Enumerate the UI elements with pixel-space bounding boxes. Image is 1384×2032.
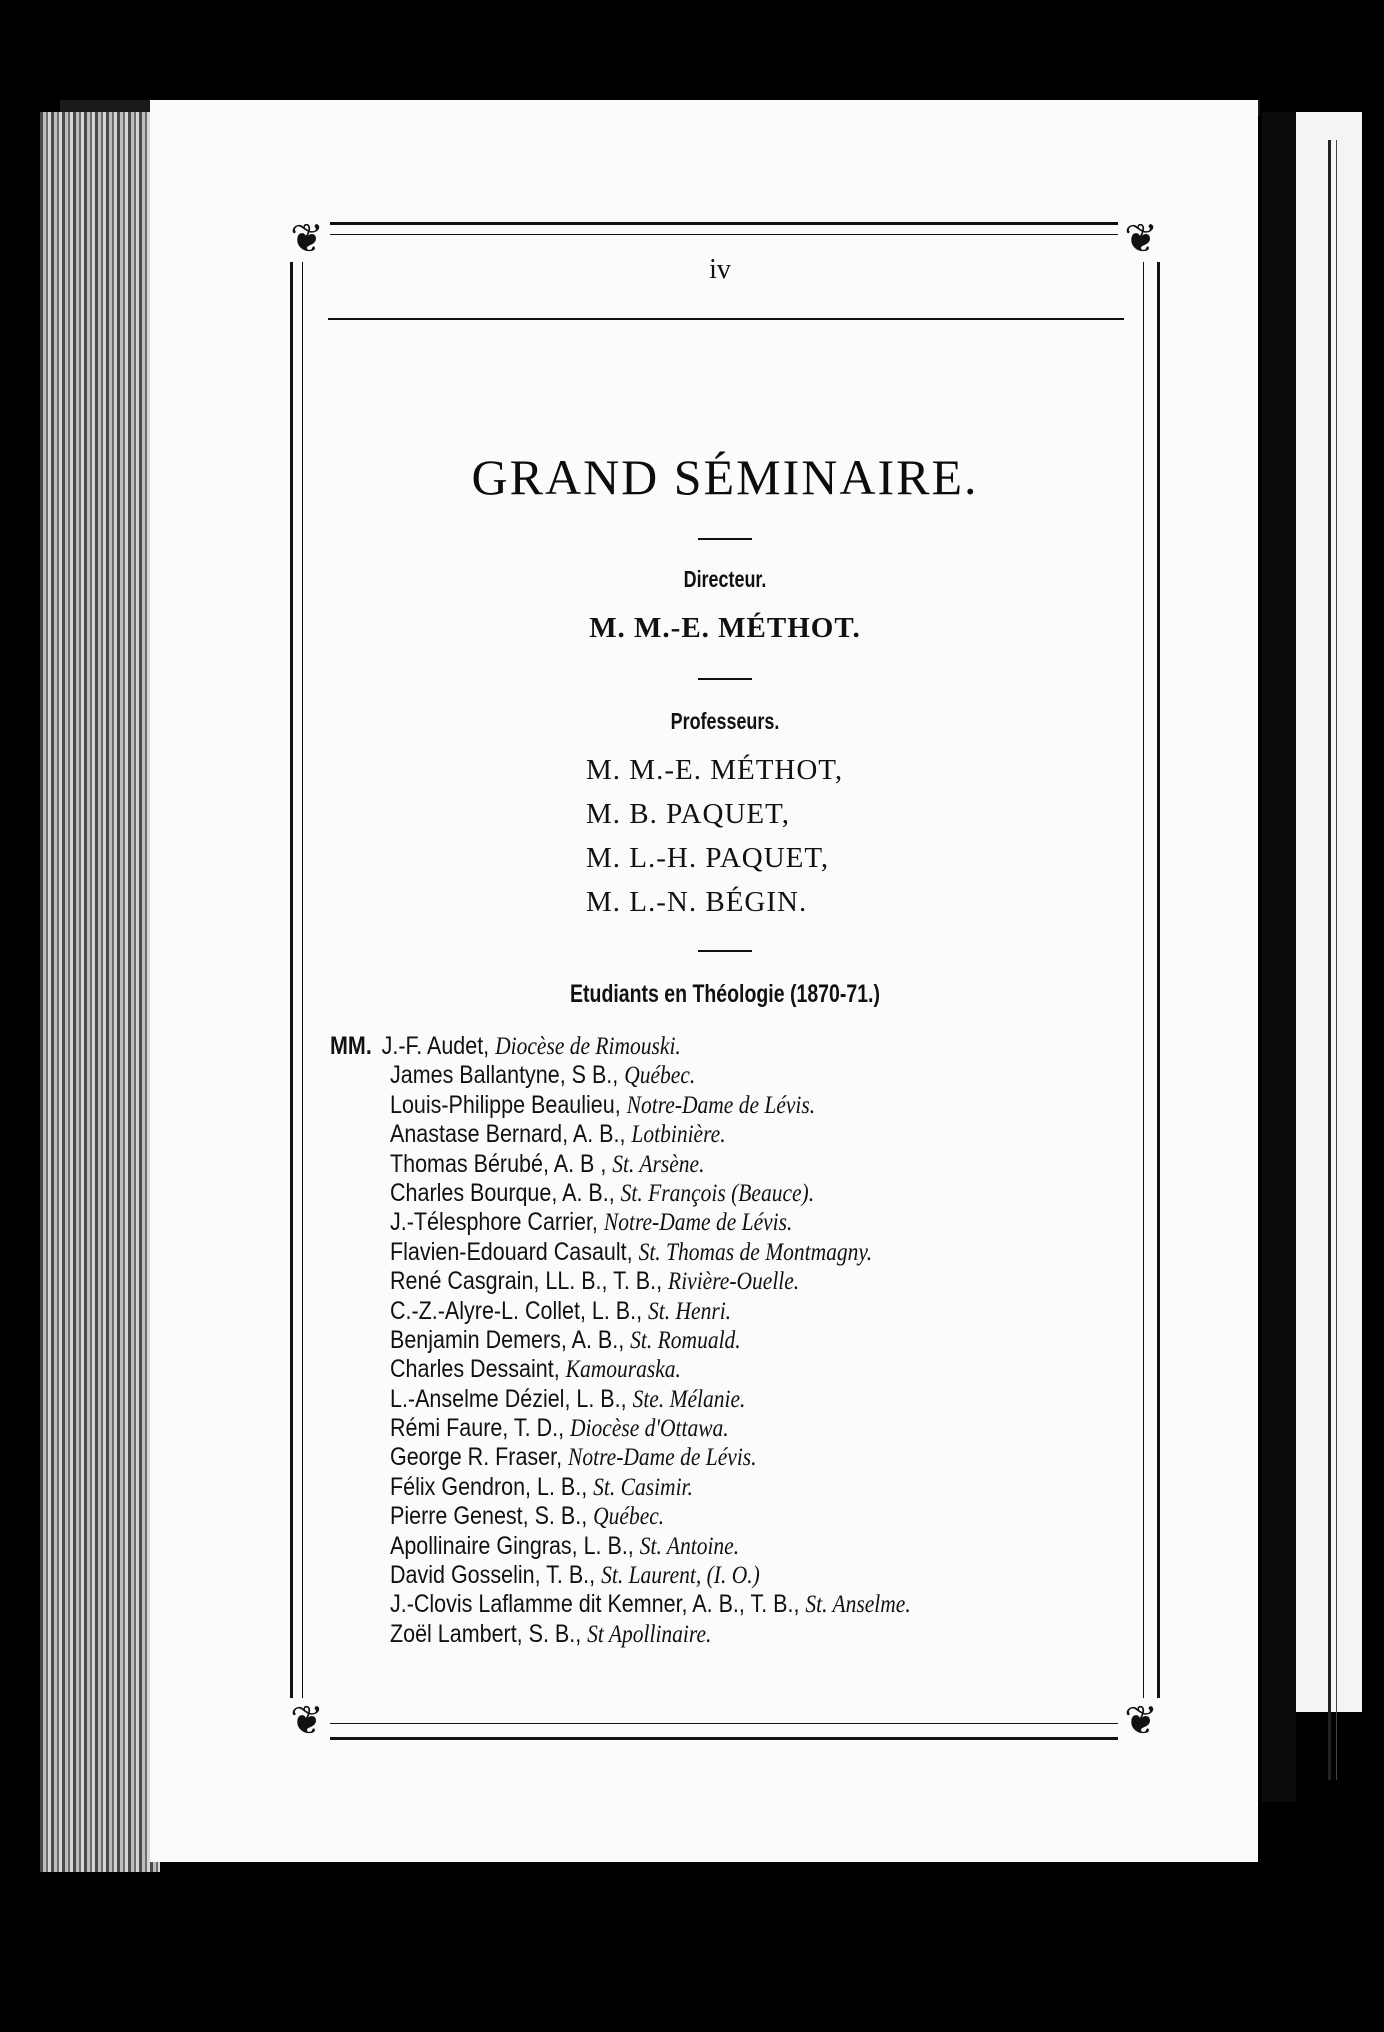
student-name: Apollinaire Gingras, L. B.,: [390, 1531, 640, 1560]
student-name: Anastase Bernard, A. B.,: [390, 1120, 632, 1149]
student-list: [330, 1032, 1130, 1649]
divider: [698, 538, 752, 540]
student-place: St. Henri.: [648, 1297, 732, 1325]
student-place: Lotbinière.: [631, 1121, 726, 1149]
student-place: St. Laurent, (I. O.): [601, 1562, 760, 1590]
divider: [698, 678, 752, 680]
student-place: St. Antoine.: [639, 1532, 740, 1560]
student-entry: [390, 1590, 1026, 1619]
student-name: David Gosselin, T. B.,: [390, 1561, 602, 1590]
facing-page-frame-inner: [1336, 140, 1337, 1780]
student-entry: [390, 1385, 1026, 1414]
student-name: Flavien-Edouard Casault,: [390, 1237, 639, 1266]
student-entry: [390, 1473, 1026, 1502]
student-name: C.-Z.-Alyre-L. Collet, L. B.,: [390, 1296, 649, 1325]
student-entry: [390, 1414, 1026, 1443]
professor-name: M. B. PAQUET,: [586, 798, 790, 830]
student-place: Kamouraska.: [565, 1356, 681, 1384]
page-title: GRAND SÉMINAIRE.: [471, 449, 979, 505]
book-page-edges: [40, 112, 160, 1872]
corner-ornament-icon: ❦: [284, 216, 330, 262]
student-place: St. Arsène.: [612, 1150, 705, 1178]
student-place: Notre-Dame de Lévis.: [626, 1091, 816, 1119]
director-name: M. M.-E. MÉTHOT.: [589, 612, 861, 644]
student-place: St. Anselme.: [805, 1591, 911, 1619]
page-number: iv: [709, 254, 731, 285]
student-entry: [390, 1267, 1026, 1296]
student-name: George R. Fraser,: [390, 1443, 569, 1472]
professors-label: Professeurs.: [670, 708, 780, 734]
student-entry: [390, 1502, 1026, 1531]
student-place: Diocèse d'Ottawa.: [570, 1415, 729, 1443]
students-label: Etudiants en Théologie (1870-71.): [570, 980, 880, 1008]
student-name: Rémi Faure, T. D.,: [390, 1414, 571, 1443]
student-entry: [390, 1061, 1026, 1090]
corner-ornament-icon: ❦: [1118, 216, 1164, 262]
student-name: René Casgrain, LL. B., T. B.,: [390, 1267, 669, 1296]
student-name: Louis-Philippe Beaulieu,: [390, 1090, 627, 1119]
student-entry: [390, 1120, 1026, 1149]
student-place: Diocèse de Rimouski.: [495, 1033, 681, 1060]
student-place: Québec.: [624, 1062, 696, 1090]
student-place: St. Romuald.: [630, 1326, 741, 1354]
student-place: St Apollinaire.: [587, 1620, 712, 1648]
student-place: Rivière-Ouelle.: [668, 1268, 800, 1296]
corner-ornament-icon: ❦: [1118, 1698, 1164, 1744]
student-entry: [390, 1179, 1026, 1208]
header-rule: [328, 318, 1124, 320]
student-name: Félix Gendron, L. B.,: [390, 1472, 594, 1501]
student-entry: [390, 1355, 1026, 1384]
professor-name: M. M.-E. MÉTHOT,: [586, 754, 844, 786]
student-place: Québec.: [593, 1503, 665, 1531]
divider: [698, 950, 752, 952]
student-name: Zoël Lambert, S. B.,: [390, 1619, 588, 1648]
student-entry: [390, 1297, 1026, 1326]
student-name: Thomas Bérubé, A. B ,: [390, 1149, 613, 1178]
student-entry: [390, 1561, 1026, 1590]
professor-name: M. L.-N. BÉGIN.: [586, 886, 808, 918]
student-entry: [390, 1620, 1026, 1649]
student-place: St. François (Beauce).: [620, 1179, 815, 1207]
student-name: J.-Clovis Laflamme dit Kemner, A. B., T. B.,: [390, 1590, 806, 1619]
student-place: St. Thomas de Montmagny.: [638, 1238, 873, 1266]
student-name: L.-Anselme Déziel, L. B.,: [390, 1384, 633, 1413]
students-prefix: MM.: [330, 1032, 372, 1060]
student-entry: [390, 1208, 1026, 1237]
student-entry: [390, 1532, 1026, 1561]
student-name: Charles Dessaint,: [390, 1355, 566, 1384]
student-name: J.-F. Audet,: [381, 1032, 496, 1060]
director-label: Directeur.: [683, 566, 767, 592]
student-name: James Ballantyne, S B.,: [390, 1061, 625, 1090]
student-entry: [390, 1150, 1026, 1179]
professor-name: M. L.-H. PAQUET,: [586, 842, 830, 874]
student-place: Notre-Dame de Lévis.: [603, 1209, 793, 1237]
student-place: Ste. Mélanie.: [632, 1385, 746, 1413]
facing-page-frame: [1328, 140, 1331, 1780]
student-name: Benjamin Demers, A. B.,: [390, 1325, 631, 1354]
student-name: Pierre Genest, S. B.,: [390, 1502, 594, 1531]
student-entry: [390, 1326, 1026, 1355]
student-entry: [390, 1238, 1026, 1267]
student-entry: [390, 1443, 1026, 1472]
student-place: St. Casimir.: [593, 1473, 693, 1501]
student-entry: [390, 1091, 1026, 1120]
student-place: Notre-Dame de Lévis.: [568, 1444, 757, 1472]
student-name: J.-Télesphore Carrier,: [390, 1208, 604, 1237]
book-gutter: [1262, 112, 1296, 1802]
student-name: Charles Bourque, A. B.,: [390, 1178, 621, 1207]
corner-ornament-icon: ❦: [284, 1698, 330, 1744]
student-entry: [330, 1032, 1018, 1061]
